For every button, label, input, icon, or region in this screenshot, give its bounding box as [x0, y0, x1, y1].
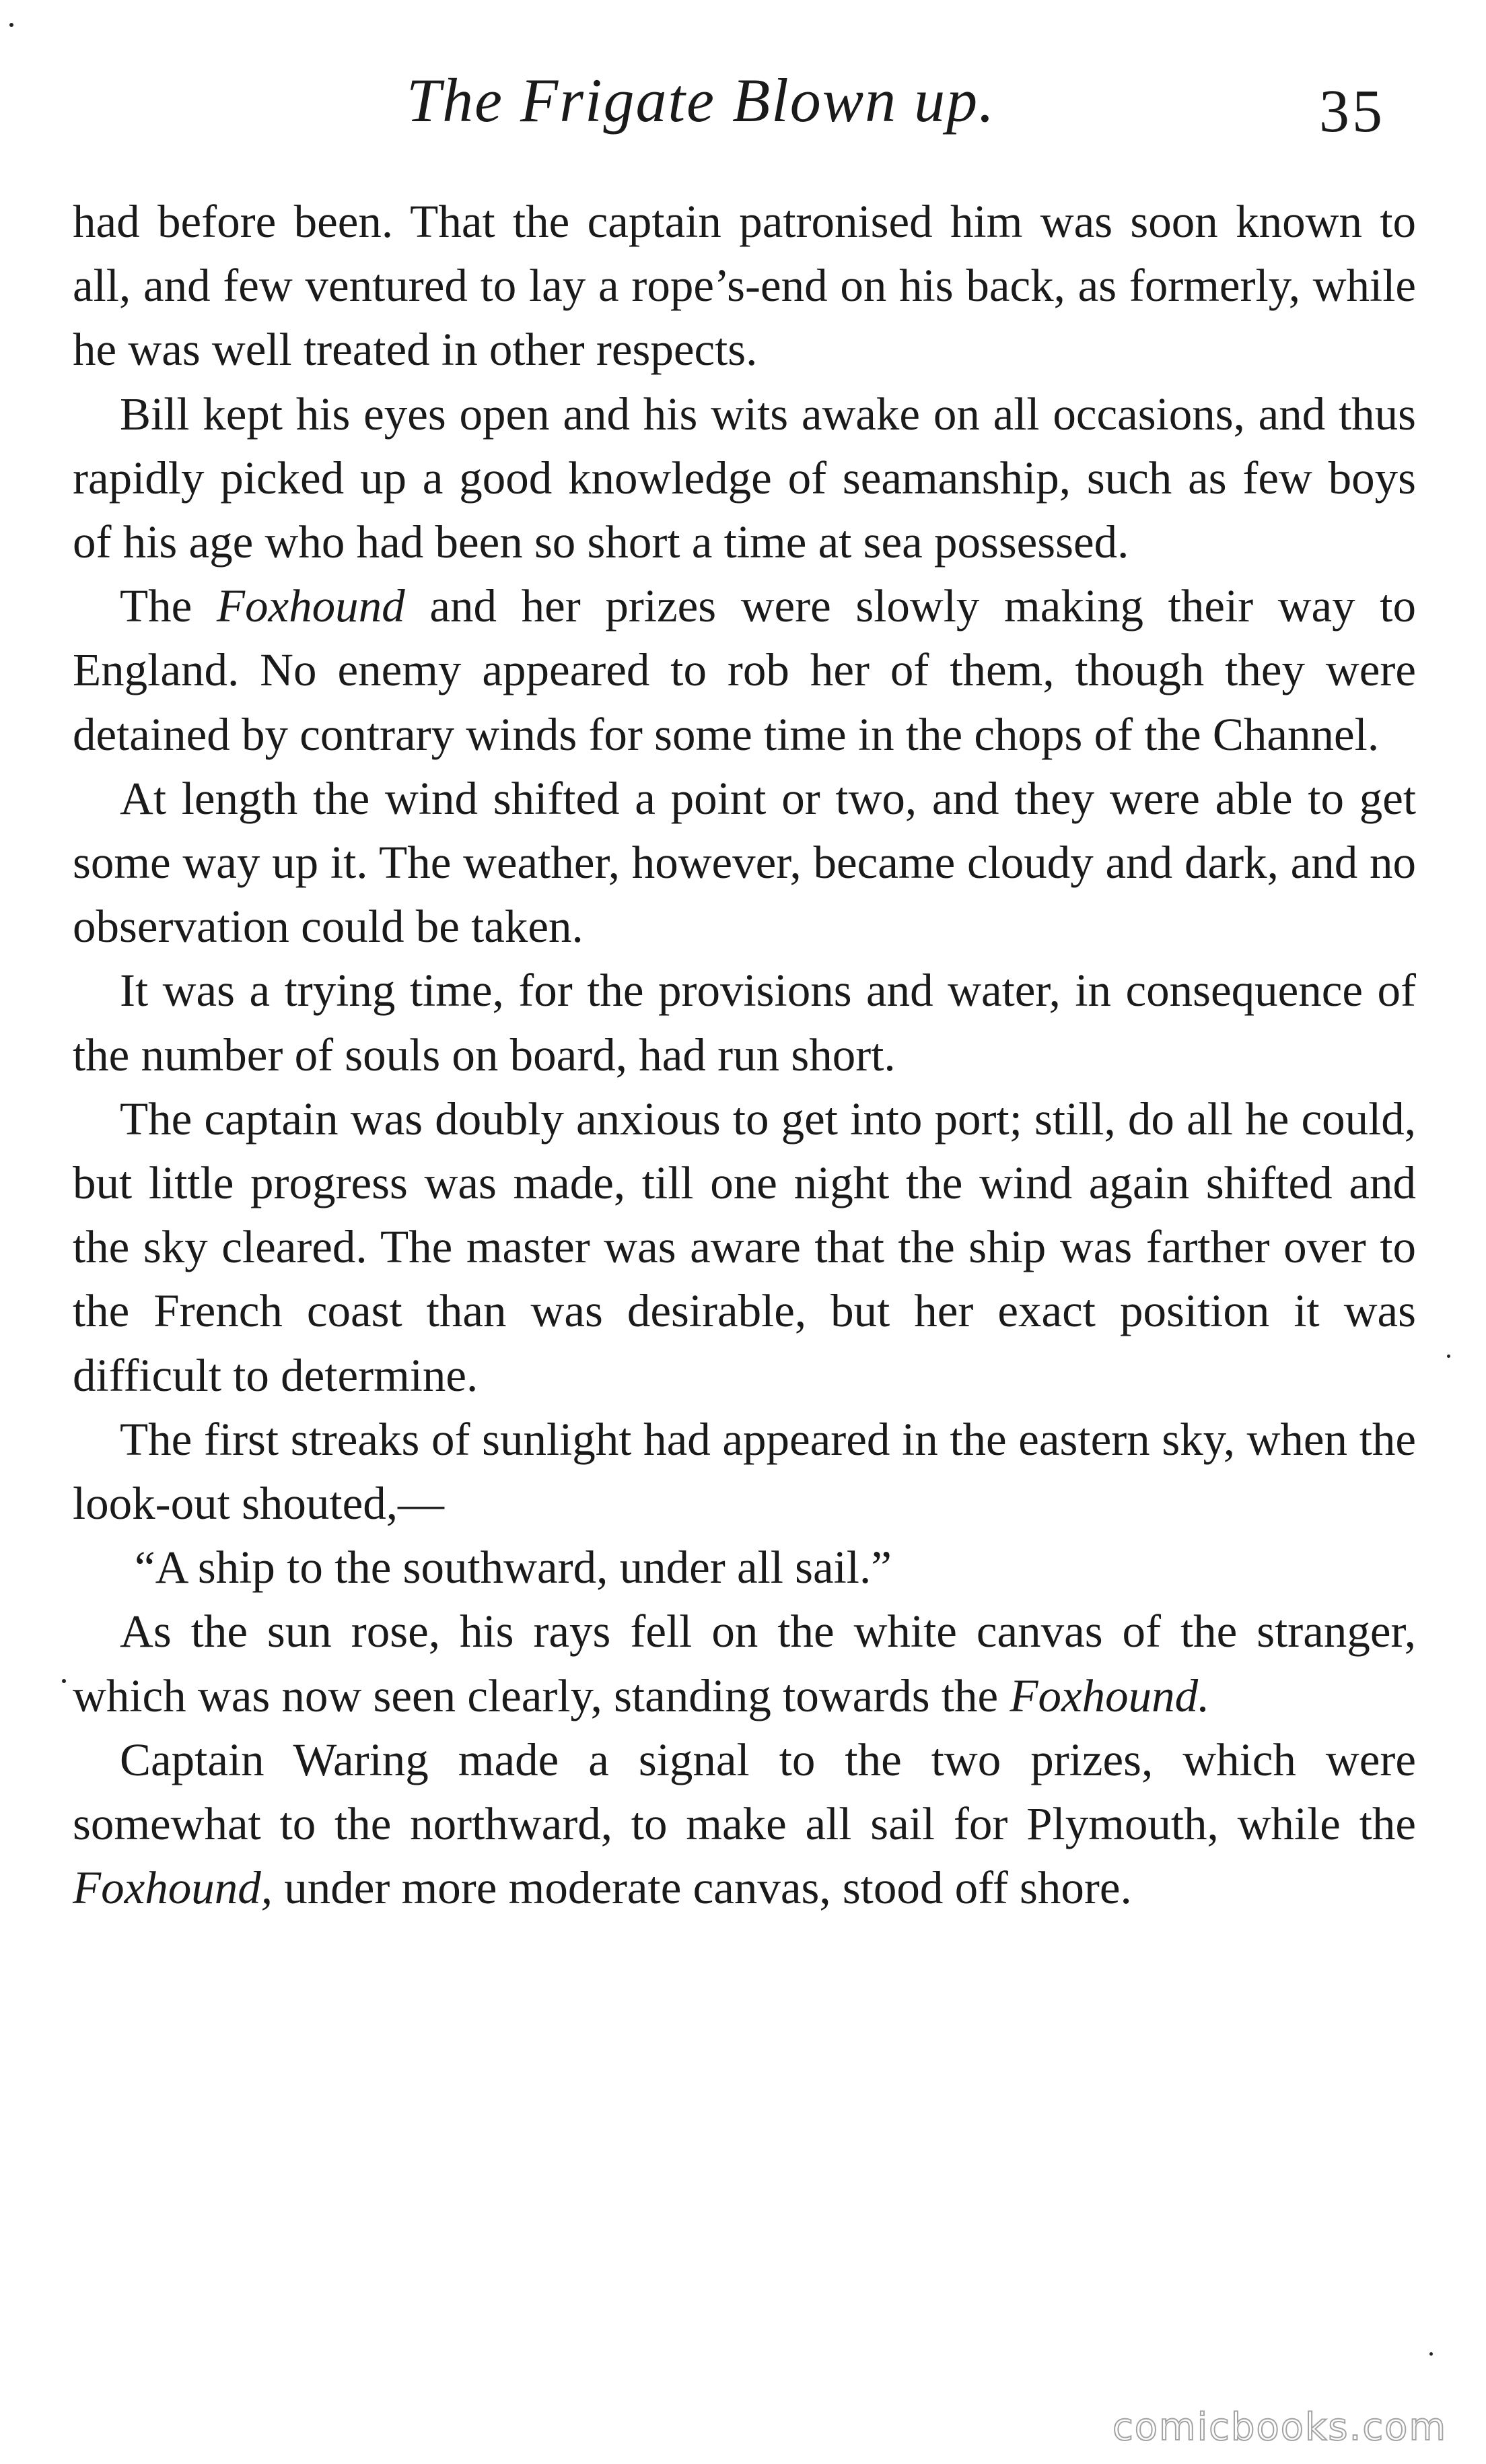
paragraph: [73, 1087, 1416, 1408]
paragraph: [73, 1408, 1416, 1536]
paragraph-text: under more moderate canvas, stood off shore.: [273, 1862, 1132, 1914]
paragraph-text: Bill kept his eyes open and his wits awake on all occasions, and thus rapidly picked up a good knowledge of seamanship, such as few boys of his age who had been so short a time at sea possessed.: [73, 388, 1416, 568]
ship-name: Foxhound.: [1010, 1670, 1210, 1721]
paragraph-text: The first streaks of sunlight had appeared in the eastern sky, when the look-out shouted,—: [73, 1413, 1416, 1530]
running-title: The Frigate Blown up.: [406, 66, 996, 135]
ink-speck: [9, 23, 13, 27]
paragraph-text: “A ship to the southward, under all sail.”: [135, 1542, 892, 1594]
paragraph-text: and her prizes were slowly making their way to England. No enemy appeared to rob her of them, though they were detained by contrary winds for some time in the chops of the Channel.: [73, 580, 1416, 760]
quoted-dialogue: [73, 1536, 1416, 1600]
ink-speck: [62, 1679, 66, 1683]
paragraph-text: The captain was doubly anxious to get into port; still, do all he could, but little progress was made, till one night the wind again shifted and the sky cleared. The master was aware that the ship was farther over to the French coast than was desirable, but her exact position it was difficult to determine.: [73, 1093, 1416, 1401]
ink-speck: [1429, 2352, 1433, 2356]
paragraph: [73, 382, 1416, 575]
paragraph-text: The: [120, 580, 217, 632]
paragraph: [73, 190, 1416, 382]
running-head: [0, 65, 1486, 145]
paragraph-text: had before been. That the captain patronised him was soon known to all, and few ventured to lay a rope’s-end on his back, as formerly, while he was well treated in other respects.: [73, 196, 1416, 376]
ink-speck: [1447, 1355, 1450, 1358]
paragraph-text: Captain Waring made a signal to the two prizes, which were somewhat to the northward, to make all sail for Plymouth, while the: [73, 1734, 1416, 1850]
paragraph: [73, 1600, 1416, 1727]
ship-name: Foxhound: [216, 580, 405, 632]
paragraph: [73, 959, 1416, 1087]
body-text: [73, 190, 1416, 1920]
paragraph-text: At length the wind shifted a point or two, and they were able to get some way up it. The weather, however, became cloudy and dark, and no observation could be taken.: [73, 772, 1416, 953]
watermark: comicbooks.com: [1112, 2405, 1447, 2449]
paragraph: [73, 767, 1416, 959]
paragraph: [73, 574, 1416, 767]
paragraph-text: It was a trying time, for the provisions and water, in consequence of the number of souls on board, had run short.: [73, 965, 1416, 1081]
page-number: 35: [1319, 78, 1385, 145]
ship-name: Foxhound,: [73, 1862, 273, 1914]
paragraph-text: As the sun rose, his rays fell on the white canvas of the stranger, which was now seen clearly, standing towards the: [73, 1606, 1416, 1721]
paragraph: [73, 1728, 1416, 1921]
